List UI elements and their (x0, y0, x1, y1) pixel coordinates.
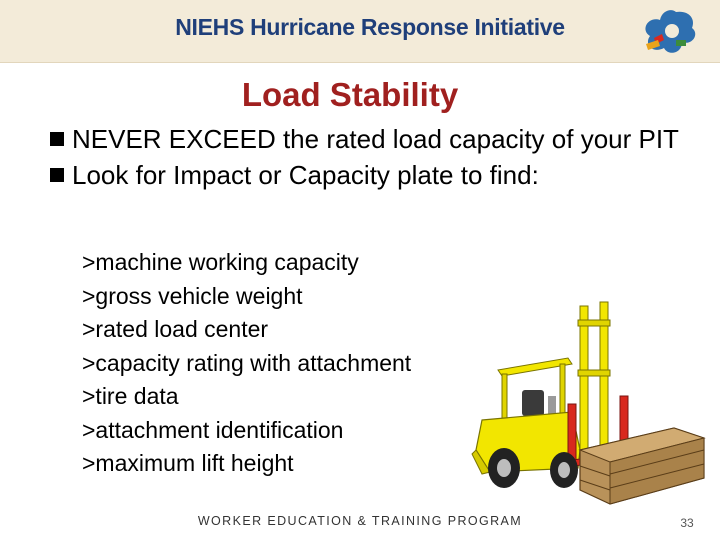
bullet-list (50, 124, 690, 190)
hurricane-logo-icon (636, 4, 700, 60)
header-title: NIEHS Hurricane Response Initiative (175, 14, 565, 40)
square-bullet-icon (50, 132, 64, 146)
bullet-text: Look for Impact or Capacity plate to find: (72, 160, 539, 190)
bullet-item (50, 160, 690, 190)
sub-item: >attachment identification (82, 416, 344, 443)
sub-item: >tire data (82, 383, 179, 409)
sub-item-list (82, 246, 502, 481)
bullet-text: NEVER EXCEED the rated load capacity of your PIT (72, 124, 679, 154)
sub-item: >machine working capacity (82, 249, 359, 275)
slide-title: Load Stability (241, 76, 459, 113)
forklift-illustration (468, 300, 708, 505)
sub-item: >gross vehicle weight (82, 282, 303, 309)
sub-item: >maximum lift height (82, 450, 294, 476)
page-number: 33 (680, 516, 694, 530)
bullet-item (50, 124, 690, 154)
square-bullet-icon (50, 168, 64, 182)
sub-item: >rated load center (82, 316, 269, 342)
footer-program: WORKER EDUCATION & TRAINING PROGRAM (197, 514, 523, 528)
sub-item: >capacity rating with attachment (82, 349, 412, 376)
